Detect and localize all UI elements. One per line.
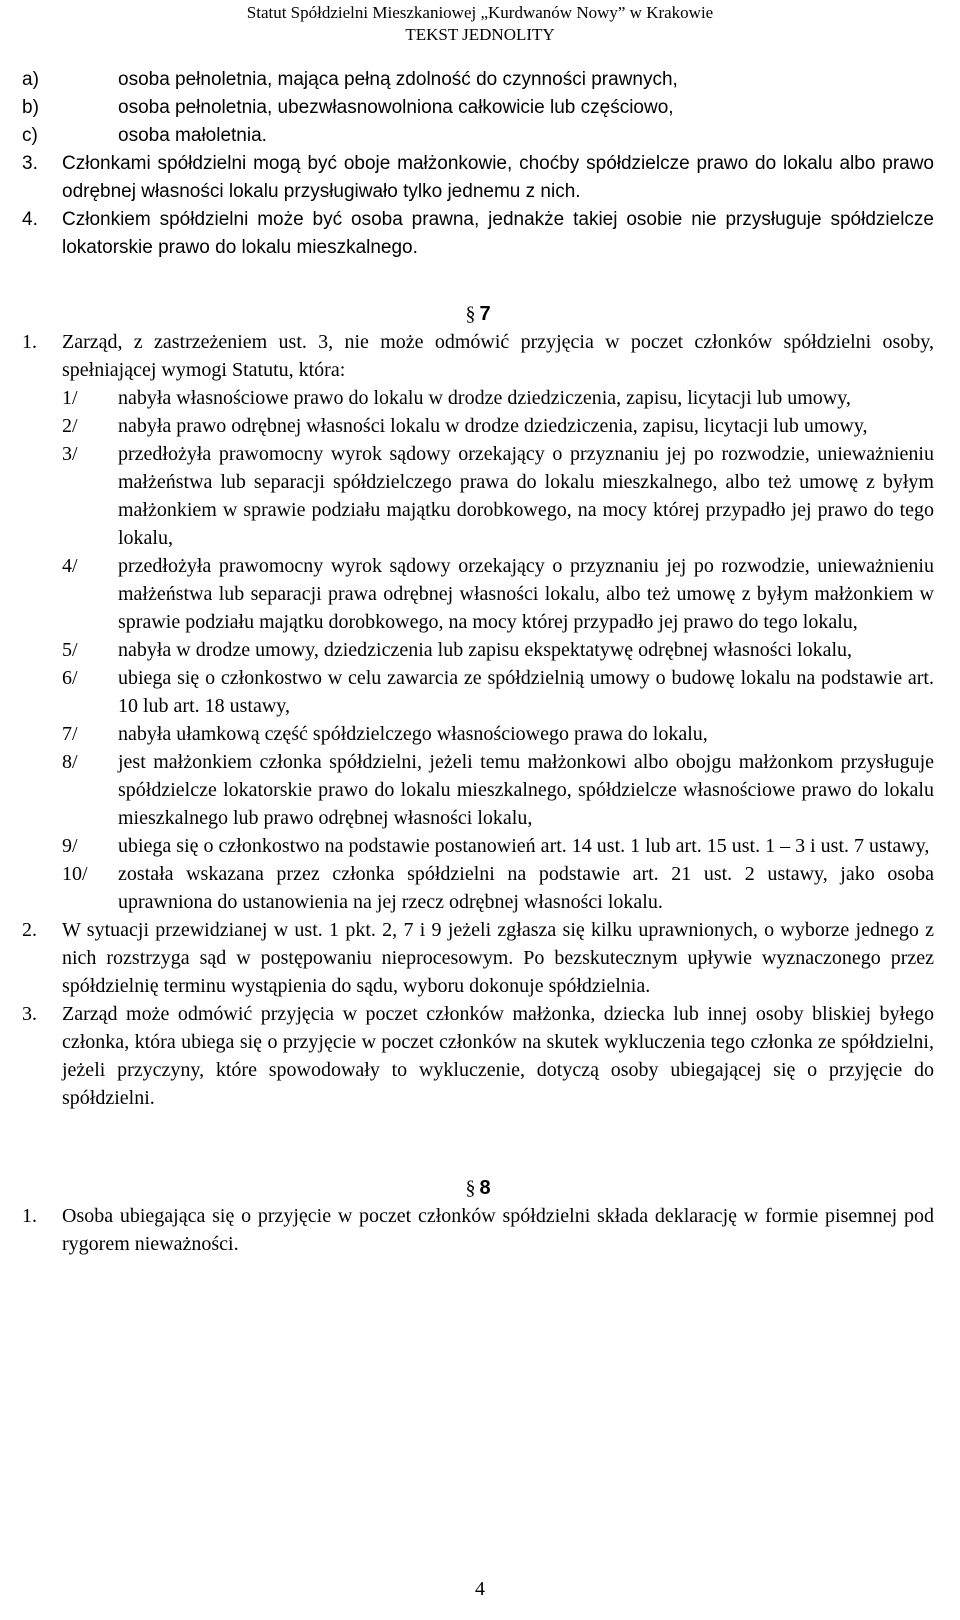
point-label: 3. [22,1003,37,1025]
list-item [62,720,934,748]
item-label: 2/ [62,415,78,437]
subitem-list [22,384,934,916]
page-number: 4 [475,1578,485,1600]
list-item [22,94,934,122]
clause-point [22,1202,934,1258]
item-label: c) [22,125,38,146]
item-text: została wskazana przez członka spółdzielni na podstawie art. 21 ust. 2 ustawy, jako osoba uprawniona do ustanowienia na jej rzecz odrębnej własności lokalu. [118,863,934,913]
item-label: 9/ [62,835,78,857]
list-item [62,860,934,916]
list-item [62,440,934,552]
list-item [22,122,934,150]
list-item [62,636,934,664]
section-symbol: § [465,1177,476,1199]
point-label: 1. [22,331,37,353]
section-heading-7 [22,300,934,328]
point-text: Członkiem spółdzielni może być osoba prawna, jednakże takiej osobie nie przysługuje spółdzielcze lokatorskie prawo do lokalu mieszkalnego. [62,209,934,258]
section-heading-8 [22,1174,934,1202]
item-label: b) [22,97,39,118]
header-title: Statut Spółdzielni Mieszkaniowej „Kurdwanów Nowy” w Krakowie [246,3,714,22]
item-text: osoba pełnoletnia, mająca pełną zdolność do czynności prawnych, [118,69,678,90]
section-number: 8 [479,1177,491,1199]
page-header [0,2,960,46]
point-text: Zarząd, z zastrzeżeniem ust. 3, nie może odmówić przyjęcia w poczet członków spółdzielni osoby, spełniającej wymogi Statutu, która: [62,331,934,381]
item-text: przedłożyła prawomocny wyrok sądowy orzekający o przyznaniu jej po rozwodzie, unieważnieniu małżeństwa lub separacji prawa odrębnej własności lokalu, albo też umowę z byłym małżonkiem w sprawie podziału majątku dorobkowego, na mocy której przypadło jej prawo do tego lokalu, [118,555,934,633]
clause-point [22,1000,934,1112]
item-text: ubiega się o członkostwo na podstawie postanowień art. 14 ust. 1 lub art. 15 ust. 1 – 3 i ust. 7 ustawy, [118,835,930,857]
item-label: 5/ [62,639,78,661]
item-label: 8/ [62,751,78,773]
item-text: osoba małoletnia. [118,125,267,146]
clause-point [22,328,934,384]
point-label: 3. [22,153,38,174]
list-item [62,552,934,636]
item-label: 1/ [62,387,78,409]
header-subtitle: TEKST JEDNOLITY [405,25,555,44]
list-item [62,748,934,832]
clause-point [22,916,934,1000]
item-label: 3/ [62,443,78,465]
item-text: nabyła ułamkową część spółdzielczego własnościowego prawa do lokalu, [118,723,708,745]
section-number: 7 [479,303,491,325]
item-text: nabyła w drodze umowy, dziedziczenia lub zapisu ekspektatywę odrębnej własności lokalu, [118,639,853,661]
item-text: nabyła prawo odrębnej własności lokalu w drodze dziedziczenia, zapisu, licytacji lub umowy, [118,415,868,437]
point-label: 1. [22,1205,37,1227]
list-item [62,384,934,412]
item-text: przedłożyła prawomocny wyrok sądowy orzekający o przyznaniu jej po rozwodzie, unieważnieniu małżeństwa lub separacji spółdzielczego prawa do lokalu mieszkalnego, albo też umowę z byłym małżonkiem w sprawie podziału majątku dorobkowego, na mocy której przypadło jej prawo do tego lokalu, [118,443,934,549]
item-label: a) [22,69,39,90]
clause-point [22,206,934,262]
item-label: 10/ [62,863,88,885]
point-text: Członkami spółdzielni mogą być oboje małżonkowie, choćby spółdzielcze prawo do lokalu albo prawo odrębnej własności lokalu przysługiwało tylko jednemu z nich. [62,153,934,202]
item-text: jest małżonkiem członka spółdzielni, jeżeli temu małżonkowi albo obojgu małżonkom przysługuje spółdzielcze lokatorskie prawo do lokalu mieszkalnego, spółdzielcze własnościowe prawo do lokalu mieszkalnego lub prawo odrębnej własności lokalu, [118,751,934,829]
point-label: 4. [22,209,38,230]
item-label: 4/ [62,555,78,577]
point-text: Zarząd może odmówić przyjęcia w poczet członków małżonka, dziecka lub innej osoby bliskiej byłego członka, która ubiega się o przyjęcie w poczet członków na skutek wykluczenia tego członka ze spółdzielni, jeżeli przyczyny, które spowodowały to wykluczenie, dotyczą osoby ubiegającej się o przyjęcie do spółdzielni. [62,1003,934,1109]
clause-point [22,150,934,206]
list-item [22,66,934,94]
list-item [62,832,934,860]
intro-list [22,66,934,262]
point-text: W sytuacji przewidzianej w ust. 1 pkt. 2, 7 i 9 jeżeli zgłasza się kilku uprawnionych, o wyborze jednego z nich rozstrzyga sąd w postępowaniu nieprocesowym. Po bezskutecznym upływie wyznaczonego przez spółdzielnię terminu wystąpienia do sądu, wyboru dokonuje spółdzielnia. [62,919,934,997]
item-text: osoba pełnoletnia, ubezwłasnowolniona całkowicie lub częściowo, [118,97,674,118]
item-label: 7/ [62,723,78,745]
point-text: Osoba ubiegająca się o przyjęcie w poczet członków spółdzielni składa deklarację w formie pisemnej pod rygorem nieważności. [62,1205,934,1255]
item-text: nabyła własnościowe prawo do lokalu w drodze dziedziczenia, zapisu, licytacji lub umowy, [118,387,851,409]
item-text: ubiega się o członkostwo w celu zawarcia ze spółdzielnią umowy o budowę lokalu na podstawie art. 10 lub art. 18 ustawy, [118,667,934,717]
item-label: 6/ [62,667,78,689]
point-label: 2. [22,919,37,941]
list-item [62,412,934,440]
list-item [62,664,934,720]
document-body [22,66,934,1258]
section-symbol: § [465,303,476,325]
